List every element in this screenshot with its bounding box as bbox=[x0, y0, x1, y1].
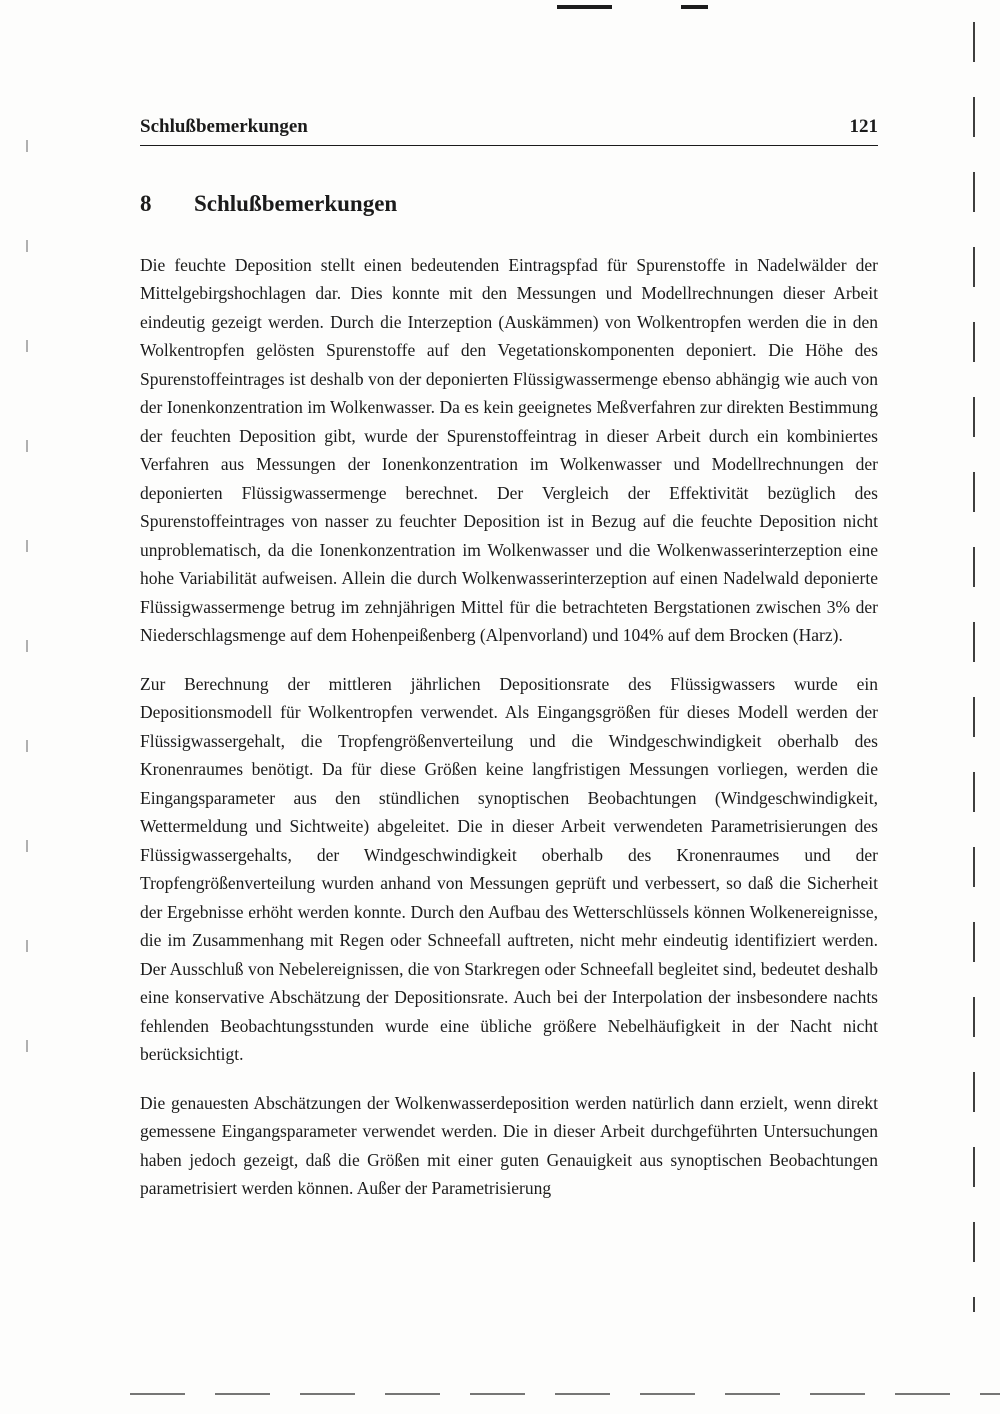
scan-artifact-top-dash-2 bbox=[681, 5, 708, 9]
running-header-title: Schlußbemerkungen bbox=[140, 116, 308, 137]
paragraph-2: Zur Berechnung der mittleren jährlichen Depositionsrate des Flüssigwassers wurde ein Depositionsmodell für Wolkentropfen verwendet. Als Eingangsgrößen für dieses Modell werden der Flüssigwassergehalt, die Tropfengrößenverteilung und die Windgeschwindigkeit oberhalb des Kronenraumes benötigt. Da für diese Größen keine langfristigen Messungen vorliegen, werden die Eingangsparameter aus den stündlichen synoptischen Beobachtungen (Windgeschwindigkeit, Wettermeldung und Sichtweite) abgeleitet. Die in dieser Arbeit verwendeten Parametrisierungen des Flüssigwassergehalts, der Windgeschwindigkeit oberhalb des Kronenraumes und der Tropfengrößenverteilung wurden anhand von Messungen geprüft und verbessert, so daß die Sicherheit der Ergebnisse erhöht werden konnte. Durch den Aufbau des Wetterschlüssels können Wolkenereignisse, die im Zusammenhang mit Regen oder Schneefall auftreten, nicht mehr eindeutig identifiziert werden. Der Ausschluß von Nebelereignissen, die von Starkregen oder Schneefall begleitet sind, bedeutet deshalb eine konservative Abschätzung der Depositionsrate. Auch bei der Interpolation der insbesondere nachts fehlenden Beobachtungsstunden wurde eine übliche größere Nebelhäufigkeit in der Nacht nicht berücksichtigt. bbox=[140, 673, 878, 1065]
section-heading bbox=[140, 190, 878, 218]
page-number: 121 bbox=[849, 116, 878, 137]
section-title: Schlußbemerkungen bbox=[194, 191, 398, 216]
scan-artifact-bottom-rule bbox=[130, 1393, 1000, 1395]
paragraph-3: Die genauesten Abschätzungen der Wolkenwasserdeposition werden natürlich dann erzielt, wenn direkt gemessene Eingangsparameter verwendet werden. Die in dieser Arbeit durchgeführten Untersuchungen haben jedoch gezeigt, daß die Größen mit einer guten Genauigkeit aus synoptischen Beobachtungen parametrisiert werden können. Außer der Parametrisierung bbox=[140, 1092, 878, 1199]
scan-artifact-right-edge bbox=[973, 22, 975, 1312]
section-number: 8 bbox=[140, 191, 152, 216]
scan-artifact-left-edge bbox=[26, 140, 28, 1080]
scan-artifact-top-dash-1 bbox=[557, 5, 612, 9]
running-header bbox=[140, 116, 878, 146]
text-column bbox=[140, 116, 878, 1223]
body-text bbox=[140, 251, 878, 1203]
paragraph-1: Die feuchte Deposition stellt einen bedeutenden Eintragspfad für Spurenstoffe in Nadelwälder der Mittelgebirgshochlagen dar. Dies konnte mit den Messungen und Modellrechnungen dieser Arbeit eindeutig gezeigt werden. Durch die Interzeption (Auskämmen) von Wolkentropfen werden die in den Wolkentropfen gelösten Spurenstoffe auf den Vegetationskomponenten deponiert. Die Höhe des Spurenstoffeintrages ist deshalb von der deponierten Flüssigwassermenge ebenso abhängig wie auch von der Ionenkonzentration im Wolkenwasser. Da es kein geeignetes Meßverfahren zur direkten Bestimmung der feuchten Deposition gibt, wurde der Spurenstoffeintrag in dieser Arbeit durch ein kombiniertes Verfahren aus Messungen der Ionenkonzentration im Wolkenwasser und Modellrechnungen der deponierten Flüssigwassermenge berechnet. Der Vergleich der Effektivität bezüglich des Spurenstoffeintrages von nasser zu feuchter Deposition ist in Bezug auf die feuchte Deposition nicht unproblematisch, da die Ionenkonzentration im Wolkenwasser und die Wolkenwasserinterzeption eine hohe Variabilität aufweisen. Allein die durch Wolkenwasserinterzeption auf einen Nadelwald deponierte Flüssigwassermenge betrug im zehnjährigen Mittel für die betrachteten Bergstationen zwischen 3% der Niederschlagsmenge auf dem Hohenpeißenberg (Alpenvorland) und 104% auf dem Brocken (Harz). bbox=[140, 254, 878, 646]
